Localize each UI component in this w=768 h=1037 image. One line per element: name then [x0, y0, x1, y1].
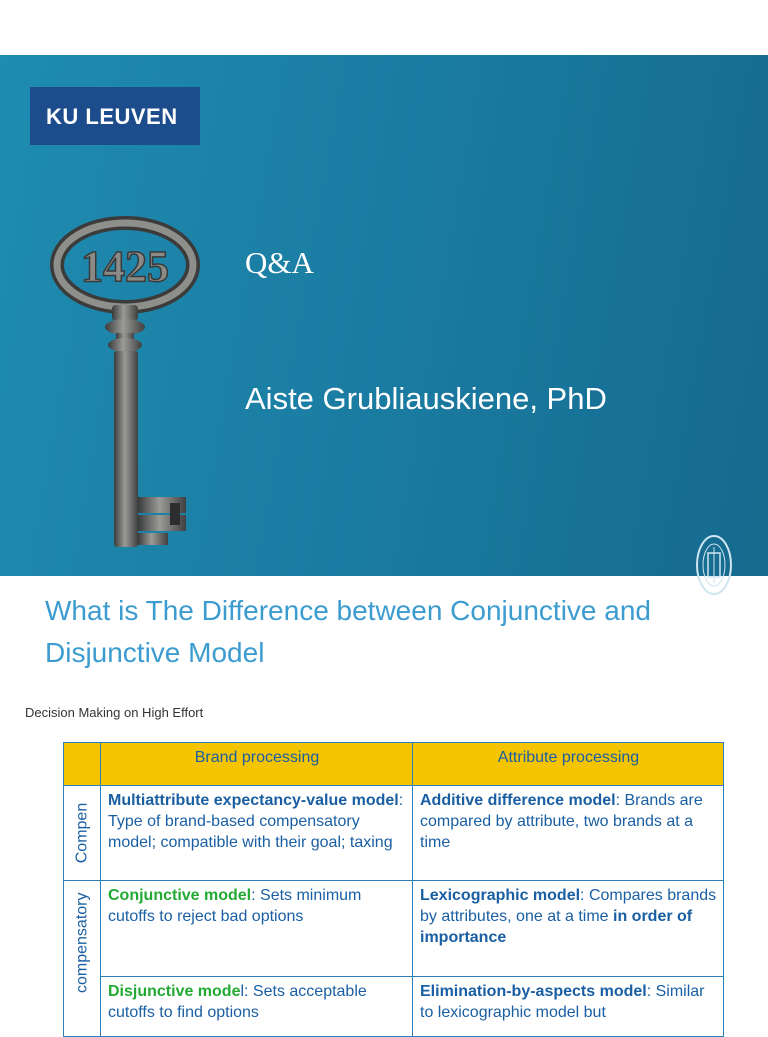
- brand-cell: [101, 881, 413, 977]
- header-corner: [64, 743, 101, 786]
- row-side-label-cell: [64, 786, 101, 881]
- attribute-cell: [413, 881, 724, 977]
- table-row: [64, 881, 724, 977]
- table-row: [64, 977, 724, 1037]
- row-side-label-cell: [64, 881, 101, 1037]
- antique-key-icon: [50, 215, 200, 565]
- table-row: [64, 786, 724, 881]
- qa-heading: Q&A: [245, 245, 314, 280]
- model-description: : Compares brands by attributes, one at a time: [420, 887, 717, 925]
- ku-leuven-logo: [30, 87, 200, 145]
- university-seal-icon: [694, 533, 734, 597]
- brand-cell: [101, 977, 413, 1037]
- header-attribute-processing: Attribute processing: [413, 743, 724, 786]
- slide-subtitle: Decision Making on High Effort: [25, 705, 204, 720]
- title-slide: [0, 55, 768, 576]
- logo-text: KU LEUVEN: [46, 104, 178, 129]
- model-description: : Sets minimum cutoffs to reject bad options: [108, 887, 362, 925]
- model-emphasis: in order of importance: [420, 908, 693, 946]
- slide-title: What is The Difference between Conjunctive and Disjunctive Model: [45, 595, 651, 668]
- attribute-cell: [413, 786, 724, 881]
- model-term: Disjunctive mode: [108, 983, 241, 1000]
- model-term: Elimination-by-aspects model: [420, 983, 647, 1000]
- model-description: l: Sets acceptable cutoffs to find options: [108, 983, 367, 1021]
- row-side-label: Compen: [73, 802, 91, 864]
- header-brand-processing: Brand processing: [101, 743, 413, 786]
- model-description: : Type of brand-based compensatory model; compatible with their goal; taxing: [108, 792, 404, 851]
- table-header-row: [64, 743, 724, 786]
- row-side-label: compensatory: [73, 892, 91, 993]
- author-name: Aiste Grubliauskiene, PhD: [245, 381, 607, 416]
- key-number: 1425: [81, 242, 169, 291]
- model-description: : Similar to lexicographic model but: [420, 983, 705, 1021]
- decision-models-table: [63, 742, 724, 1037]
- model-description: : Brands are compared by attribute, two brands at a time: [420, 792, 703, 851]
- model-term: Additive difference model: [420, 792, 616, 809]
- model-term: Conjunctive model: [108, 887, 252, 904]
- model-term: Lexicographic model: [420, 887, 581, 904]
- model-term: Multiattribute expectancy-value model: [108, 792, 399, 809]
- brand-cell: [101, 786, 413, 881]
- attribute-cell: [413, 977, 724, 1037]
